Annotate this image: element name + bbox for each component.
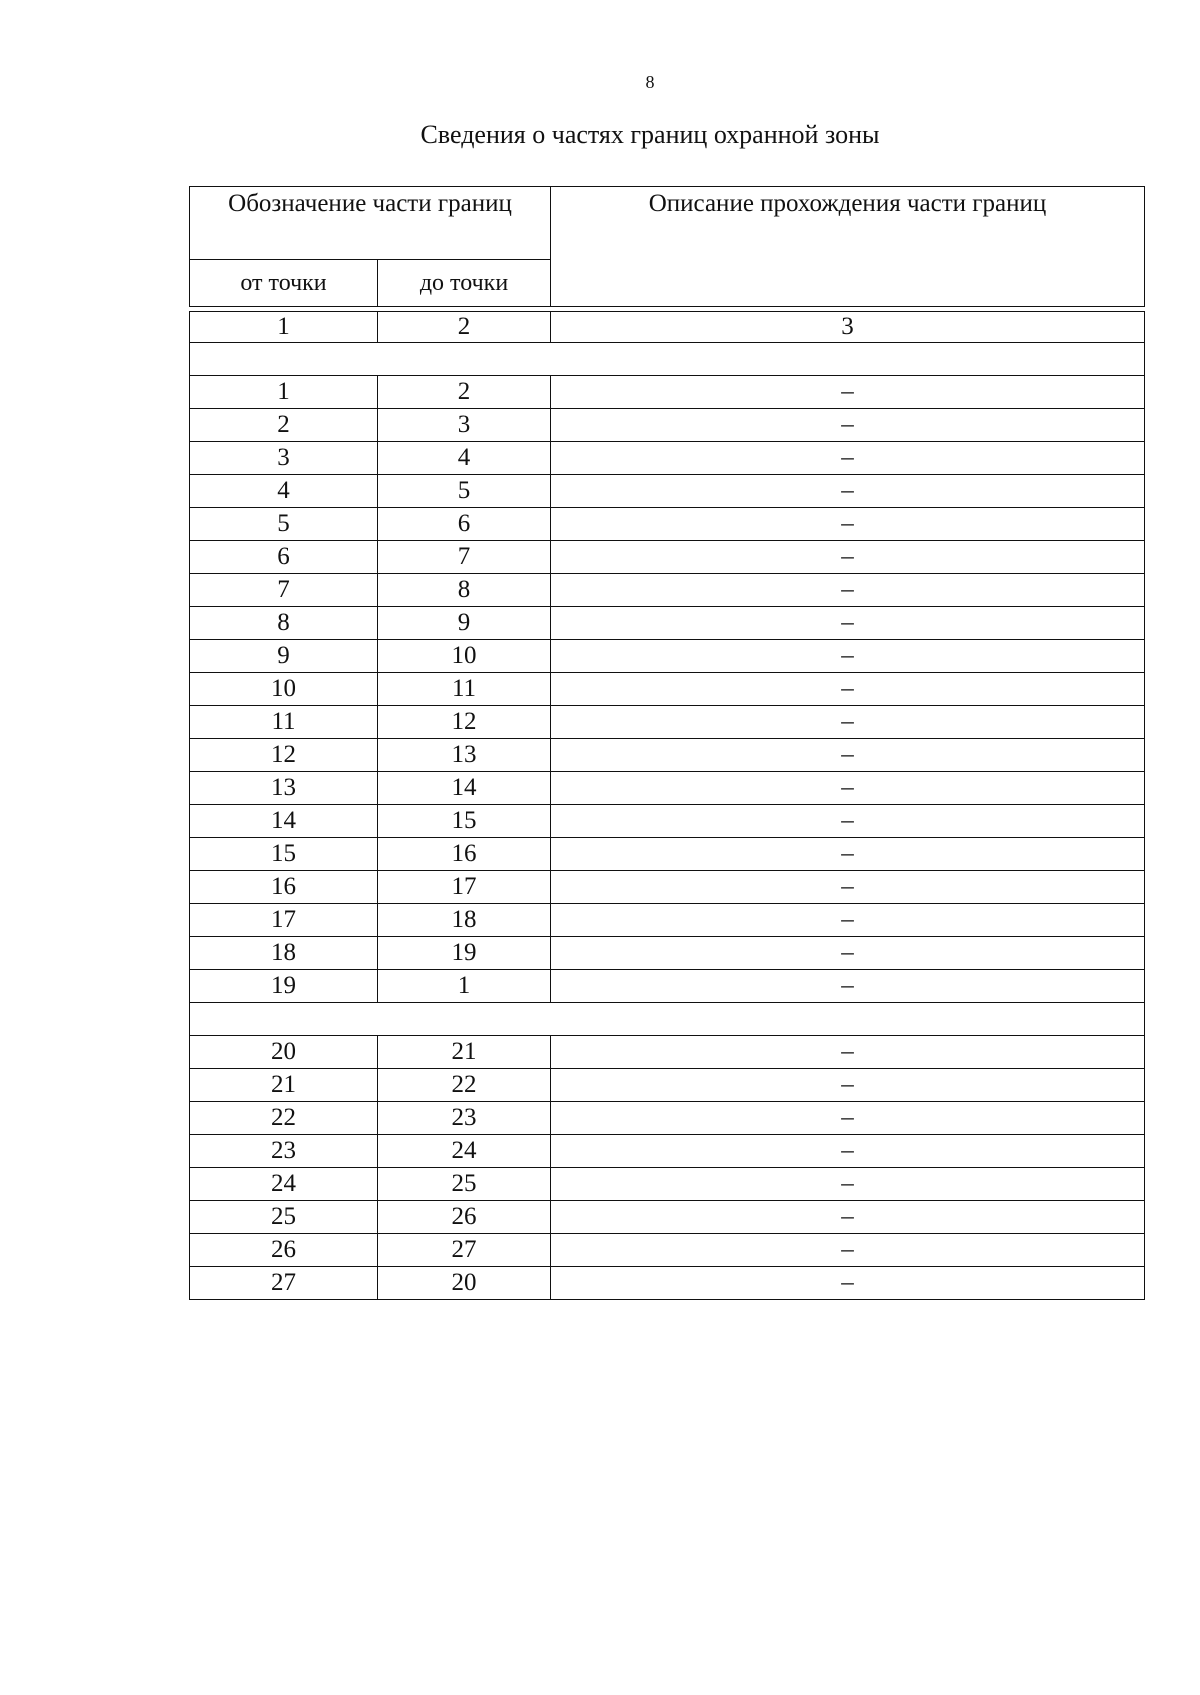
table-header-row bbox=[190, 187, 1145, 260]
description-cell: – bbox=[551, 970, 1145, 1003]
page-number: 8 bbox=[645, 72, 655, 92]
description-cell: – bbox=[551, 772, 1145, 805]
table-row bbox=[190, 541, 1145, 574]
from-point-cell: 14 bbox=[190, 805, 378, 838]
description-cell: – bbox=[551, 1135, 1145, 1168]
description-cell: – bbox=[551, 1102, 1145, 1135]
from-point-cell: 19 bbox=[190, 970, 378, 1003]
table-row bbox=[190, 442, 1145, 475]
to-point-cell: 24 bbox=[378, 1135, 551, 1168]
section-row bbox=[190, 1003, 1145, 1036]
table-row bbox=[190, 805, 1145, 838]
description-cell: – bbox=[551, 838, 1145, 871]
table-row bbox=[190, 475, 1145, 508]
description-cell: – bbox=[551, 640, 1145, 673]
description-cell: – bbox=[551, 904, 1145, 937]
description-cell: – bbox=[551, 1234, 1145, 1267]
table-row bbox=[190, 1201, 1145, 1234]
from-point-cell: 27 bbox=[190, 1267, 378, 1300]
table-row bbox=[190, 376, 1145, 409]
from-point-cell: 26 bbox=[190, 1234, 378, 1267]
to-point-cell: 21 bbox=[378, 1036, 551, 1069]
description-cell: – bbox=[551, 376, 1145, 409]
from-point-cell: 24 bbox=[190, 1168, 378, 1201]
from-point-cell: 20 bbox=[190, 1036, 378, 1069]
from-point-cell: 25 bbox=[190, 1201, 378, 1234]
table-row bbox=[190, 1234, 1145, 1267]
header-from-point: от точки bbox=[190, 260, 378, 307]
description-cell: – bbox=[551, 1168, 1145, 1201]
to-point-cell: 16 bbox=[378, 838, 551, 871]
table-row bbox=[190, 1069, 1145, 1102]
to-point-cell: 18 bbox=[378, 904, 551, 937]
section-title-cell bbox=[190, 1003, 1145, 1036]
from-point-cell: 3 bbox=[190, 442, 378, 475]
to-point-cell: 25 bbox=[378, 1168, 551, 1201]
to-point-cell: 3 bbox=[378, 409, 551, 442]
to-point-cell: 22 bbox=[378, 1069, 551, 1102]
to-point-cell: 6 bbox=[378, 508, 551, 541]
from-point-cell: 11 bbox=[190, 706, 378, 739]
table-row bbox=[190, 607, 1145, 640]
table-row bbox=[190, 1135, 1145, 1168]
column-number-row bbox=[190, 312, 1145, 343]
table-row bbox=[190, 772, 1145, 805]
table-row bbox=[190, 904, 1145, 937]
from-point-cell: 17 bbox=[190, 904, 378, 937]
from-point-cell: 9 bbox=[190, 640, 378, 673]
to-point-cell: 8 bbox=[378, 574, 551, 607]
to-point-cell: 11 bbox=[378, 673, 551, 706]
table-row bbox=[190, 871, 1145, 904]
column-number-1: 1 bbox=[190, 312, 378, 343]
description-cell: – bbox=[551, 1267, 1145, 1300]
description-cell: – bbox=[551, 739, 1145, 772]
from-point-cell: 6 bbox=[190, 541, 378, 574]
description-cell: – bbox=[551, 1201, 1145, 1234]
to-point-cell: 27 bbox=[378, 1234, 551, 1267]
description-cell: – bbox=[551, 409, 1145, 442]
table-row bbox=[190, 673, 1145, 706]
table-row bbox=[190, 409, 1145, 442]
to-point-cell: 1 bbox=[378, 970, 551, 1003]
to-point-cell: 5 bbox=[378, 475, 551, 508]
header-boundary-designation: Обозначение части границ bbox=[190, 187, 551, 260]
from-point-cell: 8 bbox=[190, 607, 378, 640]
table-row bbox=[190, 1267, 1145, 1300]
description-cell: – bbox=[551, 1036, 1145, 1069]
description-cell: – bbox=[551, 442, 1145, 475]
table-row bbox=[190, 739, 1145, 772]
table-row bbox=[190, 838, 1145, 871]
table-row bbox=[190, 1036, 1145, 1069]
from-point-cell: 12 bbox=[190, 739, 378, 772]
description-cell: – bbox=[551, 475, 1145, 508]
from-point-cell: 4 bbox=[190, 475, 378, 508]
from-point-cell: 7 bbox=[190, 574, 378, 607]
header-to-point: до точки bbox=[378, 260, 551, 307]
description-cell: – bbox=[551, 673, 1145, 706]
document-title: Сведения о частях границ охранной зоны bbox=[420, 120, 880, 149]
header-boundary-description: Описание прохождения части границ bbox=[551, 187, 1145, 307]
table-row bbox=[190, 706, 1145, 739]
boundary-parts-table bbox=[189, 186, 1145, 1300]
description-cell: – bbox=[551, 937, 1145, 970]
from-point-cell: 18 bbox=[190, 937, 378, 970]
to-point-cell: 2 bbox=[378, 376, 551, 409]
to-point-cell: 9 bbox=[378, 607, 551, 640]
column-number-2: 2 bbox=[378, 312, 551, 343]
table-body bbox=[190, 307, 1145, 1300]
boundary-parts-table-container bbox=[189, 186, 1144, 1300]
description-cell: – bbox=[551, 706, 1145, 739]
to-point-cell: 20 bbox=[378, 1267, 551, 1300]
description-cell: – bbox=[551, 871, 1145, 904]
from-point-cell: 2 bbox=[190, 409, 378, 442]
from-point-cell: 21 bbox=[190, 1069, 378, 1102]
from-point-cell: 1 bbox=[190, 376, 378, 409]
from-point-cell: 5 bbox=[190, 508, 378, 541]
table-row bbox=[190, 937, 1145, 970]
section-title-cell bbox=[190, 343, 1145, 376]
to-point-cell: 19 bbox=[378, 937, 551, 970]
to-point-cell: 13 bbox=[378, 739, 551, 772]
description-cell: – bbox=[551, 574, 1145, 607]
from-point-cell: 22 bbox=[190, 1102, 378, 1135]
to-point-cell: 14 bbox=[378, 772, 551, 805]
table-row bbox=[190, 574, 1145, 607]
table-row bbox=[190, 508, 1145, 541]
to-point-cell: 17 bbox=[378, 871, 551, 904]
description-cell: – bbox=[551, 1069, 1145, 1102]
from-point-cell: 13 bbox=[190, 772, 378, 805]
table-row bbox=[190, 640, 1145, 673]
to-point-cell: 4 bbox=[378, 442, 551, 475]
table-row bbox=[190, 1168, 1145, 1201]
description-cell: – bbox=[551, 508, 1145, 541]
from-point-cell: 16 bbox=[190, 871, 378, 904]
from-point-cell: 23 bbox=[190, 1135, 378, 1168]
table-row bbox=[190, 970, 1145, 1003]
to-point-cell: 15 bbox=[378, 805, 551, 838]
to-point-cell: 7 bbox=[378, 541, 551, 574]
to-point-cell: 26 bbox=[378, 1201, 551, 1234]
description-cell: – bbox=[551, 805, 1145, 838]
section-row bbox=[190, 343, 1145, 376]
to-point-cell: 12 bbox=[378, 706, 551, 739]
to-point-cell: 10 bbox=[378, 640, 551, 673]
to-point-cell: 23 bbox=[378, 1102, 551, 1135]
description-cell: – bbox=[551, 541, 1145, 574]
from-point-cell: 15 bbox=[190, 838, 378, 871]
from-point-cell: 10 bbox=[190, 673, 378, 706]
table-row bbox=[190, 1102, 1145, 1135]
column-number-3: 3 bbox=[551, 312, 1145, 343]
description-cell: – bbox=[551, 607, 1145, 640]
